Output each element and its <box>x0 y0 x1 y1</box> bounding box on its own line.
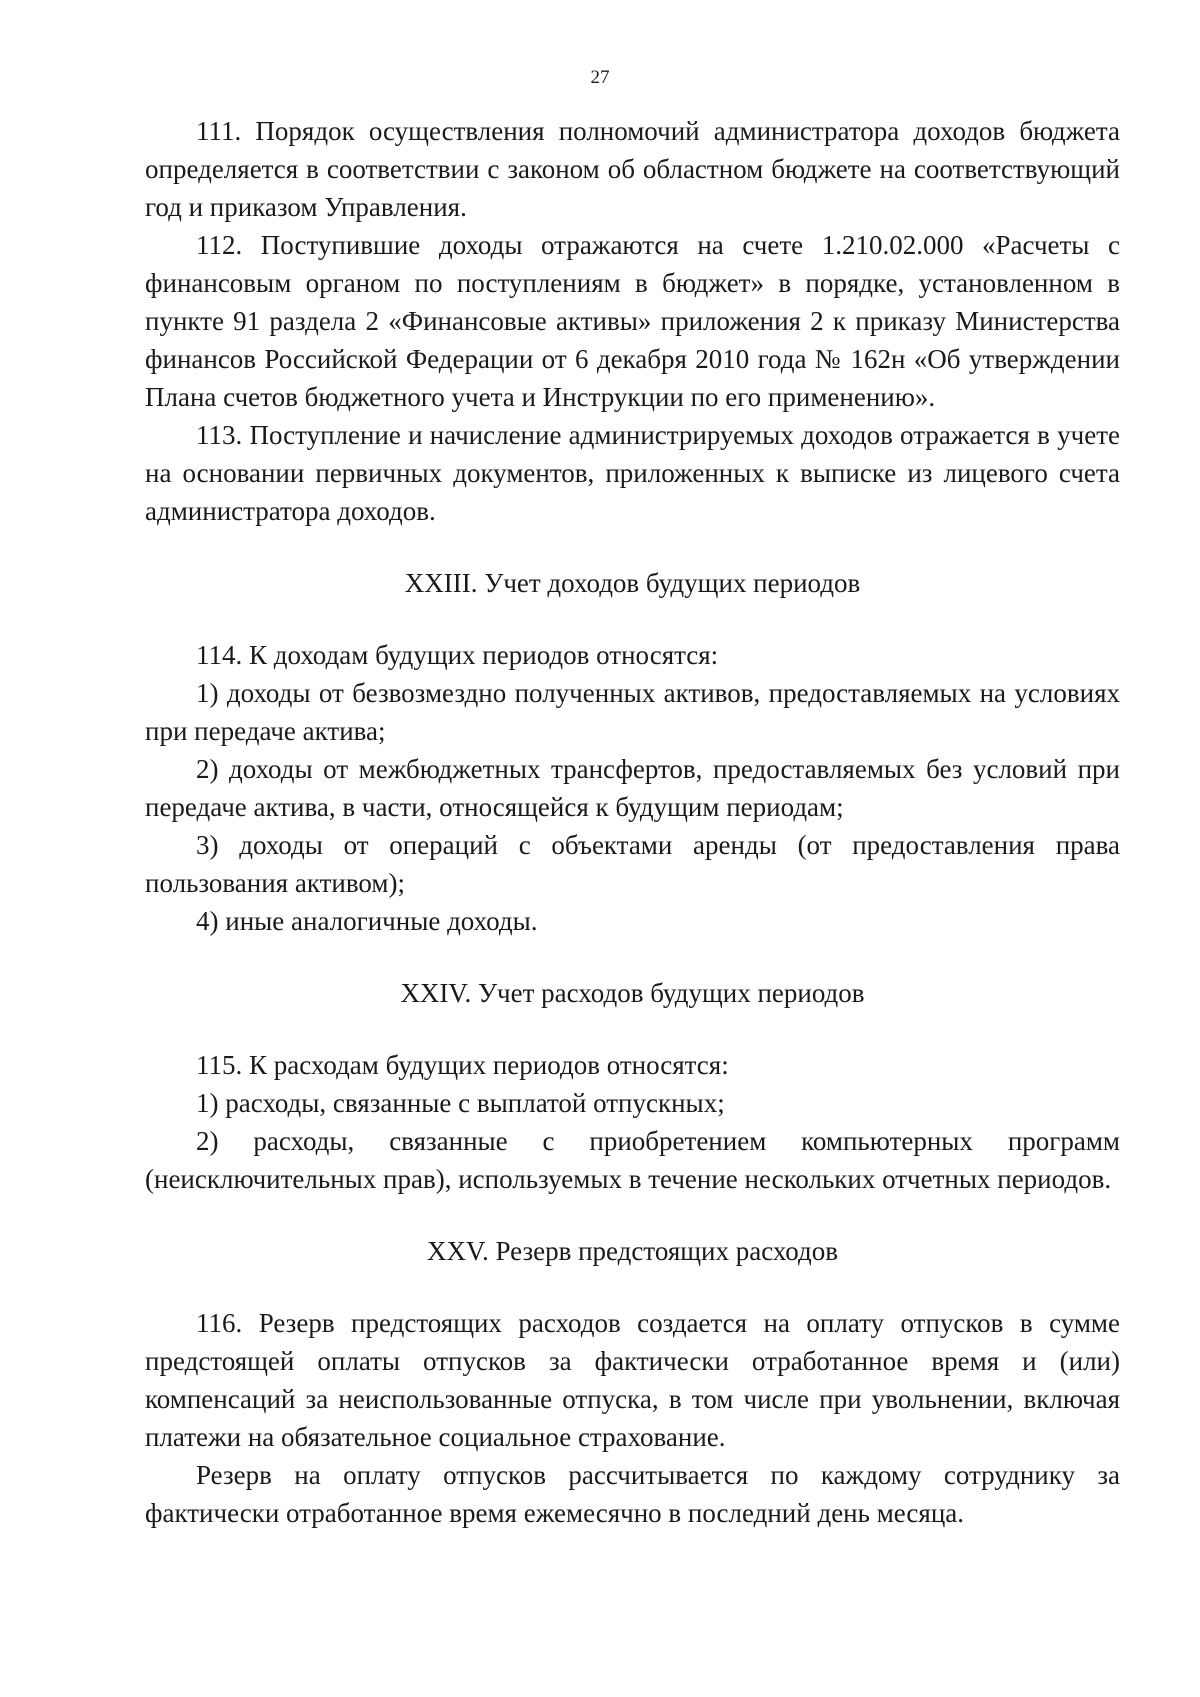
paragraph-111: 111. Порядок осуществления полномочий администратора доходов бюджета определяется в соответствии с законом об областном бюджете на соответствующий год и приказом Управления. <box>145 116 1120 222</box>
paragraph-115: 115. К расходам будущих периодов относятся: <box>196 1050 729 1080</box>
paragraph-113: 113. Поступление и начисление администрируемых доходов отражается в учете на основании первичных документов, приложенных к выписке из лицевого счета администратора доходов. <box>145 420 1120 526</box>
paragraph-reserve-calculation: Резерв на оплату отпусков рассчитывается по каждому сотруднику за фактически отработанное время ежемесячно в последний день месяца. <box>145 1460 1120 1528</box>
section-heading-xxv: XXV. Резерв предстоящих расходов <box>426 1236 839 1266</box>
list-item-115-1: 1) расходы, связанные с выплатой отпускных; <box>196 1088 725 1118</box>
page-number: 27 <box>590 67 610 88</box>
section-heading-xxiii: XXIII. Учет доходов будущих периодов <box>404 568 861 598</box>
list-item-114-3: 3) доходы от операций с объектами аренды (от предоставления права пользования активом); <box>145 830 1120 898</box>
paragraph-116: 116. Резерв предстоящих расходов создается на оплату отпусков в сумме предстоящей оплаты отпусков за фактически отработанное время и (или) компенсаций за неиспользованные отпуска, в том числе при увольнении, включая платежи на обязательное социальное страхование. <box>145 1308 1120 1452</box>
list-item-114-4: 4) иные аналогичные доходы. <box>196 906 538 936</box>
section-heading-xxiv: XXIV. Учет расходов будущих периодов <box>400 978 865 1008</box>
list-item-115-2: 2) расходы, связанные с приобретением компьютерных программ (неисключительных прав), используемых в течение нескольких отчетных периодов. <box>145 1126 1120 1194</box>
paragraph-114: 114. К доходам будущих периодов относятся: <box>196 640 719 670</box>
paragraph-112: 112. Поступившие доходы отражаются на счете 1.210.02.000 «Расчеты с финансовым органом по поступлениям в бюджет» в порядке, установленном в пункте 91 раздела 2 «Финансовые активы» приложения 2 к приказу Министерства финансов Российской Федерации от 6 декабря 2010 года № 162н «Об утверждении Плана счетов бюджетного учета и Инструкции по его применению». <box>145 230 1120 412</box>
list-item-114-1: 1) доходы от безвозмездно полученных активов, предоставляемых на условиях при передаче актива; <box>145 678 1120 746</box>
document-body <box>145 112 1120 1532</box>
list-item-114-2: 2) доходы от межбюджетных трансфертов, предоставляемых без условий при передаче актива, в части, относящейся к будущим периодам; <box>145 754 1120 822</box>
